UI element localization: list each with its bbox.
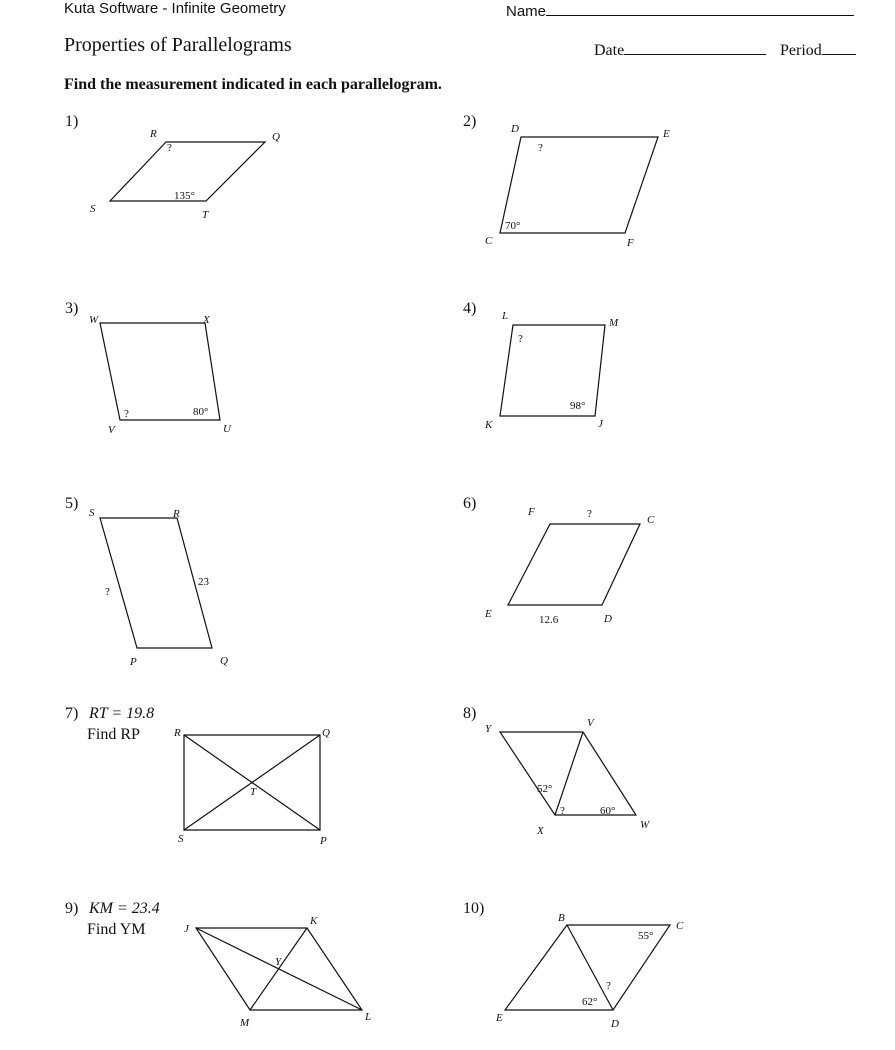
figure-problem-2 xyxy=(480,120,710,260)
angle-unknown: ? xyxy=(606,980,611,992)
vertex-label: T xyxy=(202,209,209,221)
vertex-label: L xyxy=(502,310,509,322)
vertex-label: D xyxy=(604,613,612,625)
angle-measure: 62° xyxy=(582,996,598,1008)
period-blank[interactable] xyxy=(822,39,856,55)
vertex-label: K xyxy=(310,915,318,927)
vertex-label: M xyxy=(240,1017,250,1029)
vertex-label: P xyxy=(130,656,137,668)
name-label: Name xyxy=(506,3,547,20)
find-statement: Find YM xyxy=(87,921,146,938)
problem-number: 8) xyxy=(463,705,477,722)
side-unknown: ? xyxy=(587,508,592,520)
parallelogram xyxy=(508,524,640,605)
problem-number: 6) xyxy=(463,495,477,512)
angle-measure: 70° xyxy=(505,220,521,232)
angle-measure: 98° xyxy=(570,400,586,412)
vertex-label: X xyxy=(203,314,210,326)
angle-measure: 52° xyxy=(537,783,553,795)
angle-measure: 60° xyxy=(600,805,616,817)
vertex-label: M xyxy=(609,317,619,329)
vertex-label: B xyxy=(558,912,565,924)
vertex-label: C xyxy=(676,920,684,932)
figure-problem-8 xyxy=(480,710,670,845)
vertex-label: Q xyxy=(322,727,330,739)
angle-unknown: ? xyxy=(167,142,172,154)
vertex-label: F xyxy=(627,237,634,249)
vertex-label: E xyxy=(496,1012,503,1024)
vertex-label: R xyxy=(150,128,157,140)
figure-problem-10 xyxy=(480,905,684,1040)
name-field[interactable] xyxy=(506,0,854,20)
vertex-label: S xyxy=(178,833,184,845)
vertex-label: S xyxy=(90,203,96,215)
problem-number: 3) xyxy=(65,300,79,317)
problem-number: 10) xyxy=(463,900,485,917)
problem-number: 9) xyxy=(65,900,79,917)
vertex-label: V xyxy=(587,717,594,729)
parallelogram xyxy=(500,732,636,815)
problem-number: 1) xyxy=(65,113,79,130)
figure-problem-6 xyxy=(480,500,670,635)
parallelogram xyxy=(500,137,658,233)
vertex-label: J xyxy=(598,418,603,430)
vertex-label: T xyxy=(250,786,257,798)
vertex-label: L xyxy=(365,1011,372,1023)
figure-problem-7 xyxy=(170,720,360,855)
angle-measure: 55° xyxy=(638,930,654,942)
vertex-label: U xyxy=(223,423,231,435)
angle-measure: 80° xyxy=(193,406,209,418)
angle-unknown: ? xyxy=(124,408,129,420)
vertex-label: V xyxy=(108,424,115,436)
parallelogram xyxy=(100,518,212,648)
vertex-label: F xyxy=(528,506,535,518)
problem-number: 4) xyxy=(463,300,477,317)
side-length: 12.6 xyxy=(539,614,559,626)
vertex-label: P xyxy=(320,835,327,847)
vertex-label: W xyxy=(640,819,650,831)
vertex-label: C xyxy=(485,235,493,247)
worksheet-title: Properties of Parallelograms xyxy=(64,34,292,56)
diagonal xyxy=(250,928,307,1010)
problem-number: 5) xyxy=(65,495,79,512)
problem-number: 7) xyxy=(65,705,79,722)
vertex-label: E xyxy=(663,128,670,140)
instructions: Find the measurement indicated in each parallelogram. xyxy=(64,76,442,93)
vertex-label: D xyxy=(611,1018,619,1030)
vertex-label: W xyxy=(89,314,99,326)
vertex-label: E xyxy=(485,608,492,620)
vertex-label: C xyxy=(647,514,655,526)
vertex-label: R xyxy=(173,508,180,520)
vertex-label: Q xyxy=(220,655,228,667)
vertex-label: Y xyxy=(275,956,282,968)
software-label: Kuta Software - Infinite Geometry xyxy=(64,0,286,17)
given-statement: RT = 19.8 xyxy=(89,705,155,722)
vertex-label: X xyxy=(537,825,544,837)
given-statement: KM = 23.4 xyxy=(89,900,160,917)
angle-unknown: ? xyxy=(560,805,565,817)
date-field[interactable] xyxy=(594,39,766,60)
figure-problem-1 xyxy=(80,120,310,230)
vertex-label: D xyxy=(511,123,519,135)
parallelogram xyxy=(500,325,605,416)
figure-problem-9 xyxy=(180,910,380,1040)
period-label: Period xyxy=(780,42,822,59)
date-blank[interactable] xyxy=(624,39,766,55)
period-field[interactable] xyxy=(780,39,856,60)
find-statement: Find RP xyxy=(87,726,140,743)
angle-unknown: ? xyxy=(538,142,543,154)
figure-problem-3 xyxy=(80,305,260,440)
vertex-label: R xyxy=(174,727,181,739)
side-length: 23 xyxy=(198,576,209,588)
problem-number: 2) xyxy=(463,113,477,130)
figure-problem-4 xyxy=(480,305,660,440)
vertex-label: K xyxy=(485,419,493,431)
angle-measure: 135° xyxy=(174,190,195,202)
side-unknown: ? xyxy=(105,586,110,598)
angle-unknown: ? xyxy=(518,333,523,345)
name-blank[interactable] xyxy=(546,0,854,16)
vertex-label: J xyxy=(184,923,189,935)
vertex-label: Y xyxy=(485,723,492,735)
vertex-label: S xyxy=(89,507,95,519)
diagonal xyxy=(555,732,583,815)
vertex-label: Q xyxy=(272,131,280,143)
date-label: Date xyxy=(594,42,625,59)
figure-problem-5 xyxy=(80,500,260,675)
